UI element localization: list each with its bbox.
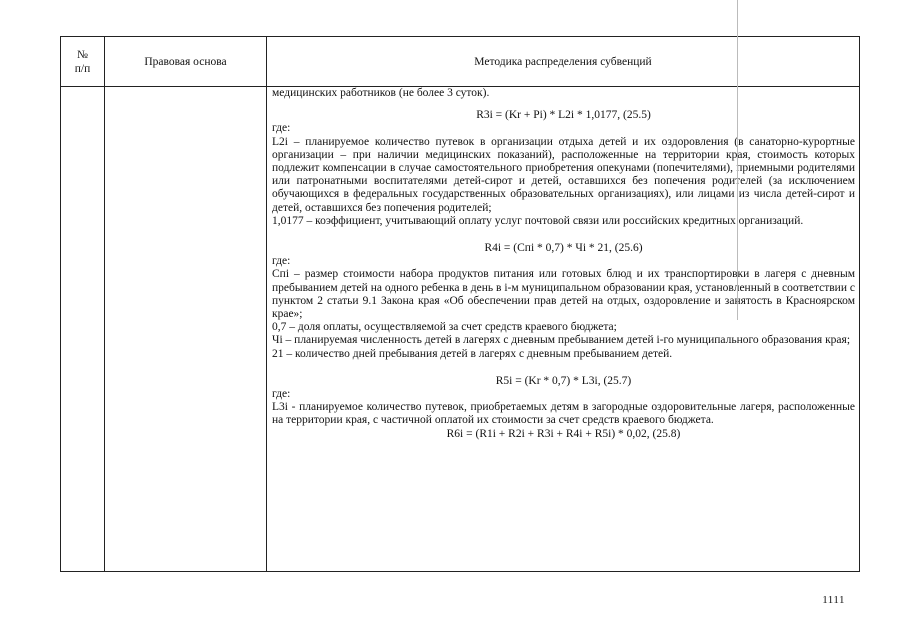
where-label: где: <box>272 122 291 135</box>
formula-25-7: R5i = (Kr * 0,7) * L3i, (25.7) <box>495 374 632 387</box>
definition-chi: Чi – планируемая численность детей в лагерях с дневным пребыванием детей i-го муниципального образования края; <box>272 334 851 347</box>
definition-l3i: L3i - планируемое количество путевок, приобретаемых детям в загородные оздоровительные лагеря, расположенные на территории края, с частичной оплатой их стоимости за счет средств краевого бюджета. <box>272 401 855 427</box>
distribution-table <box>60 36 860 572</box>
definition-coefficient: 1,0177 – коэффициент, учитывающий оплату услуг почтовой связи или российских кредитных организаций. <box>272 214 804 227</box>
where-label: где: <box>272 255 291 268</box>
header-number: № п/п <box>74 48 91 75</box>
header-legal-basis: Правовая основа <box>144 55 227 68</box>
scan-artifact-line <box>737 0 738 320</box>
definition-share: 0,7 – доля оплаты, осуществляемой за счет средств краевого бюджета; <box>272 321 617 334</box>
methodology-cell <box>272 87 855 441</box>
column-divider <box>104 37 105 571</box>
formula-25-6: R4i = (Cпi * 0,7) * Чi * 21, (25.6) <box>484 242 643 255</box>
column-divider <box>266 37 267 571</box>
text-line: медицинских работников (не более 3 суток). <box>272 87 490 99</box>
page-number: 1111 <box>822 594 845 606</box>
definition-days: 21 – количество дней пребывания детей в лагерях с дневным пребыванием детей. <box>272 347 673 360</box>
header-methodology: Методика распределения субвенций <box>474 55 652 68</box>
definition-cpi: Cпi – размер стоимости набора продуктов питания или готовых блюд и их транспортировки в лагеря с дневным пребыванием детей на одного ребенка в день в i-м муниципальном образовании края, установленный в соответствии с пунктом 2 статьи 9.1 Закона края «Об обеспечении прав детей на отдых, оздоровление и занятость в Красноярском крае»; <box>272 268 855 321</box>
formula-25-8: R6i = (R1i + R2i + R3i + R4i + R5i) * 0,02, (25.8) <box>446 427 681 440</box>
where-label: где: <box>272 388 291 401</box>
definition-l2i: L2i – планируемое количество путевок в организации отдыха детей и их оздоровления (в санаторно-курортные организации – при наличии медицинских показаний), расположенные на территории края, стоимость которых подлежит компенсации в случае самостоятельного приобретения опекунами (попечителями), приемными родителями или патронатными воспитателями детей-сирот и детей, оставшихся без попечения родителей (за исключением обучающихся в федеральных государственных образовательных организациях), или лицами из числа детей-сирот и детей, оставшихся без попечения родителей; <box>272 135 855 214</box>
formula-25-5: R3i = (Kr + Pi) * L2i * 1,0177, (25.5) <box>476 109 651 122</box>
